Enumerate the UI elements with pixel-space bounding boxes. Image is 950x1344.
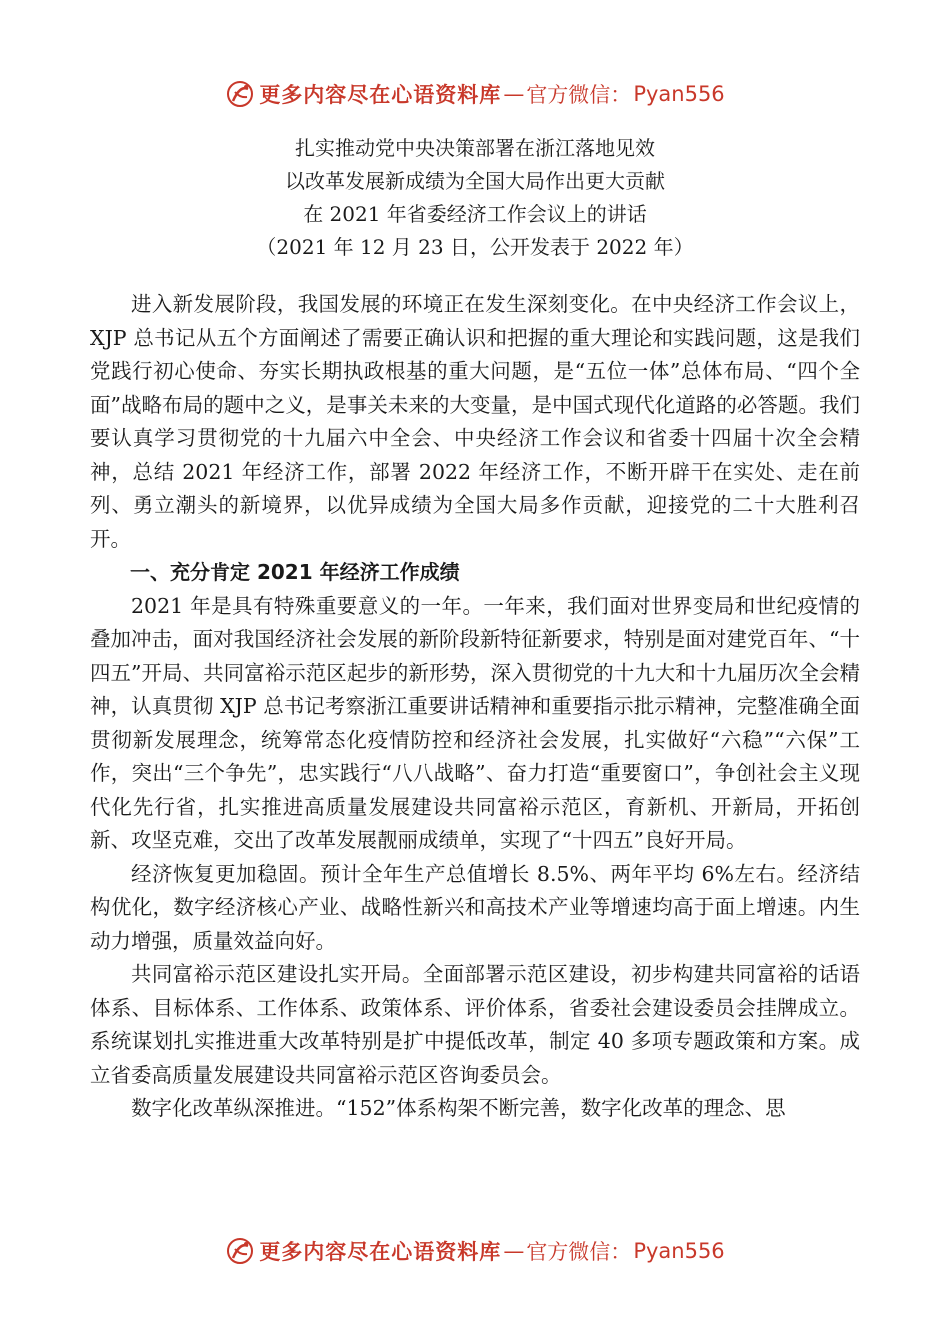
watermark-separator: — [503, 82, 525, 106]
logo-icon [225, 1236, 255, 1266]
intro-paragraph: 进入新发展阶段，我国发展的环境正在发生深刻变化。在中央经济工作会议上，XJP 总书记从五个方面阐述了需要正确认识和把握的重大理论和实践问题，这是我们党践行初心使命、夯实长期执政根基的重大问题，是“五位一体”总体布局、“四个全面”战略布局的题中之义，是事关未来的大变量，是中国式现代化道路的必答题。我们要认真学习贯彻党的十九届六中全会、中央经济工作会议和省委十四届十次全会精神，总结 2021 年经济工作，部署 2022 年经济工作，不断开辟干在实处、走在前列、勇立潮头的新境界，以优异成绩为全国大局多作贡献，迎接党的二十大胜利召开。 [90, 292, 860, 551]
watermark-label: 官方微信： [526, 1240, 632, 1264]
paragraph-2: 经济恢复更加稳固。预计全年生产总值增长 8.5%、两年平均 6%左右。经济结构优化，数字经济核心产业、战略性新兴和高技术产业等增速均高于面上增速。内生动力增强，质量效益向好。 [90, 861, 860, 953]
watermark-label: 官方微信： [526, 83, 632, 107]
date-line: （2021 年 12 月 23 日，公开发表于 2022 年） [256, 235, 694, 259]
logo-icon [225, 79, 255, 109]
section-heading: 一、充分肯定 2021 年经济工作成绩 [130, 560, 460, 584]
watermark-text: 更多内容尽在心语资料库 [259, 1239, 502, 1264]
watermark-handle: Pyan556 [633, 82, 725, 106]
title-line-2: 以改革发展新成绩为全国大局作出更大贡献 [285, 169, 665, 193]
document-body [90, 288, 860, 1126]
watermark-banner-top [0, 74, 950, 114]
document-header [0, 132, 950, 264]
title-line-3: 在 2021 年省委经济工作会议上的讲话 [303, 202, 647, 226]
watermark-handle: Pyan556 [633, 1239, 725, 1263]
watermark-banner-bottom [0, 1231, 950, 1271]
watermark-text: 更多内容尽在心语资料库 [259, 82, 502, 107]
paragraph-1: 2021 年是具有特殊重要意义的一年。一年来，我们面对世界变局和世纪疫情的叠加冲击，面对我国经济社会发展的新阶段新特征新要求，特别是面对建党百年、“十四五”开局、共同富裕示范区起步的新形势，深入贯彻党的十九大和十九届历次全会精神，认真贯彻 XJP 总书记考察浙江重要讲话精神和重要指示批示精神，完整准确全面贯彻新发展理念，统筹常态化疫情防控和经济社会发展，扎实做好“六稳”“六保”工作，突出“三个争先”，忠实践行“八八战略”、奋力打造“重要窗口”，争创社会主义现代化先行省，扎实推进高质量发展建设共同富裕示范区，育新机、开新局，开拓创新、攻坚克难，交出了改革发展靓丽成绩单，实现了“十四五”良好开局。 [90, 593, 860, 852]
title-line-1: 扎实推动党中央决策部署在浙江落地见效 [295, 136, 655, 160]
paragraph-4: 数字化改革纵深推进。“152”体系构架不断完善，数字化改革的理念、思 [131, 1096, 786, 1120]
watermark-separator: — [503, 1239, 525, 1263]
paragraph-3: 共同富裕示范区建设扎实开局。全面部署示范区建设，初步构建共同富裕的话语体系、目标体系、工作体系、政策体系、评价体系，省委社会建设委员会挂牌成立。系统谋划扎实推进重大改革特别是扩中提低改革，制定 40 多项专题政策和方案。成立省委高质量发展建设共同富裕示范区咨询委员会。 [90, 962, 860, 1087]
